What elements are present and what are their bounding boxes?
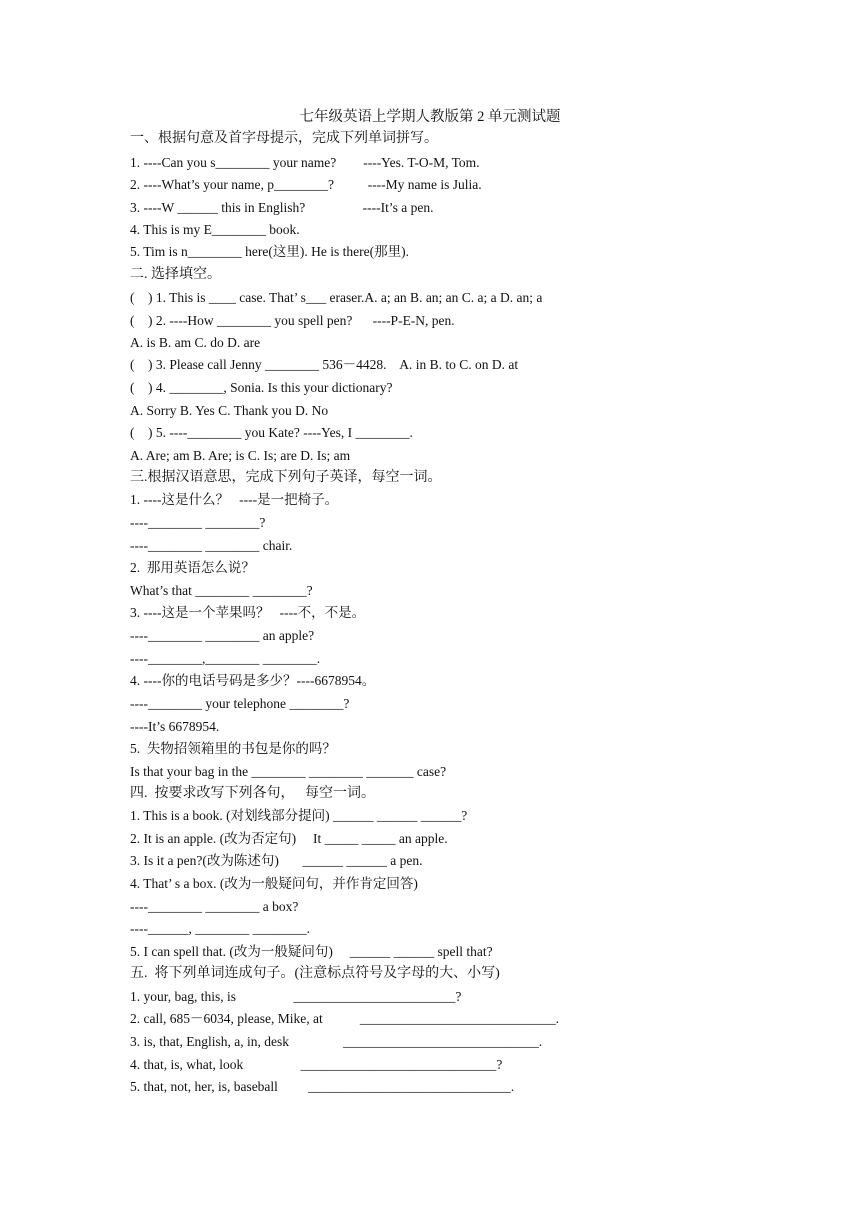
question-line: ( ) 2. ----How ________ you spell pen? ----P-E-N, pen. <box>130 313 455 328</box>
question-line: 1. This is a book. (对划线部分提问) ______ ______ ______? <box>130 808 468 823</box>
answer-line: ----________ ________ chair. <box>130 538 293 553</box>
question-line: ( ) 4. ________, Sonia. Is this your dictionary? <box>130 380 393 395</box>
question-line: ( ) 1. This is ____ case. That’ s___ eraser.A. a; an B. an; an C. a; a D. an; a <box>130 290 543 305</box>
page-title: 七年级英语上学期人教版第 2 单元测试题 <box>299 109 561 125</box>
question-line: 2. It is an apple. (改为否定句) It _____ _____ an apple. <box>130 831 448 846</box>
question-line: 3. Is it a pen?(改为陈述句) ______ ______ a pen. <box>130 853 423 868</box>
section-3-heading: 三.根据汉语意思，完成下列句子英译，每空一词。 <box>130 470 442 485</box>
question-line: 1. ----这是什么？ ----是一把椅子。 <box>130 492 339 507</box>
answer-line: ----________ ________? <box>130 515 266 530</box>
section-5-heading: 五. 将下列单词连成句子。(注意标点符号及字母的大、小写) <box>130 966 500 981</box>
answer-line: ----________,________ ________. <box>130 651 321 666</box>
question-line: 5. that, not, her, is, baseball ______________________________. <box>130 1079 515 1094</box>
question-line: 3. is, that, English, a, in, desk _____________________________. <box>130 1034 543 1049</box>
question-line: 4. That’ s a box. (改为一般疑问句，并作肯定回答) <box>130 876 418 891</box>
question-line: 4. that, is, what, look _____________________________? <box>130 1057 503 1072</box>
question-line: 3. ----这是一个苹果吗？ ----不，不是。 <box>130 605 366 620</box>
question-line: 5. Tim is n________ here(这里). He is there(那里). <box>130 244 409 259</box>
answer-line: ----________ ________ an apple? <box>130 628 315 643</box>
options-line: A. is B. am C. do D. are <box>130 335 261 350</box>
answer-line: ----______, ________ ________. <box>130 921 310 936</box>
answer-line: ----It’s 6678954. <box>130 719 220 734</box>
question-line: 1. ----Can you s________ your name? ----Yes. T-O-M, Tom. <box>130 155 480 170</box>
answer-line: ----________ your telephone ________? <box>130 696 350 711</box>
question-line: 2. ----What’s your name, p________? ----My name is Julia. <box>130 177 482 192</box>
section-4-heading: 四. 按要求改写下列各句， 每空一词。 <box>130 786 375 801</box>
section-2-heading: 二. 选择填空。 <box>130 267 221 282</box>
question-line: 2. call, 685－6034, please, Mike, at _____________________________. <box>130 1011 559 1026</box>
question-line: 3. ----W ______ this in English? ----It’s a pen. <box>130 200 434 215</box>
question-line: 5. 失物招领箱里的书包是你的吗？ <box>130 741 336 756</box>
answer-line: What’s that ________ ________? <box>130 583 313 598</box>
answer-line: ----________ ________ a box? <box>130 899 299 914</box>
question-line: 4. This is my E________ book. <box>130 222 300 237</box>
question-line: 5. I can spell that. (改为一般疑问句) ______ ______ spell that? <box>130 944 493 959</box>
question-line: ( ) 5. ----________ you Kate? ----Yes, I ________. <box>130 425 413 440</box>
options-line: A. Are; am B. Are; is C. Is; are D. Is; am <box>130 448 351 463</box>
options-line: A. Sorry B. Yes C. Thank you D. No <box>130 403 329 418</box>
section-1-heading: 一、根据句意及首字母提示，完成下列单词拼写。 <box>130 131 438 146</box>
question-line: 1. your, bag, this, is ________________________? <box>130 989 462 1004</box>
answer-line: Is that your bag in the ________ ________ _______ case? <box>130 764 447 779</box>
question-line: ( ) 3. Please call Jenny ________ 536－4428. A. in B. to C. on D. at <box>130 357 519 372</box>
question-line: 2. 那用英语怎么说？ <box>130 560 255 575</box>
question-line: 4. ----你的电话号码是多少？----6678954。 <box>130 673 376 688</box>
